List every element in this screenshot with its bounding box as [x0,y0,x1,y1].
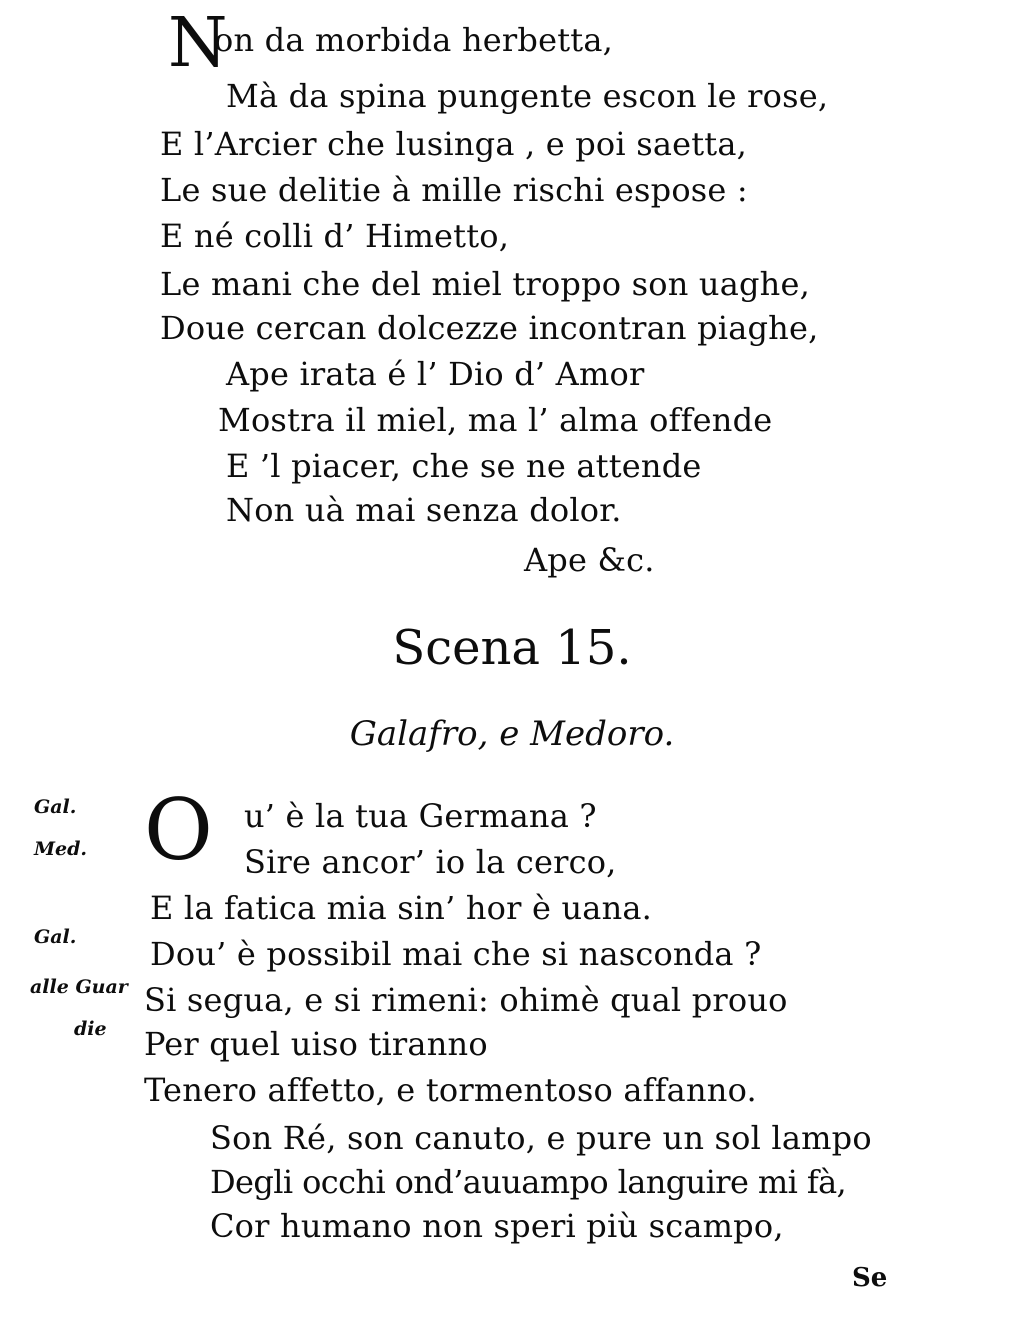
verse-line-3: E l’Arcier che lusinga , e poi saetta, [160,125,748,163]
stage-direction: die [74,1018,107,1040]
verse-line-9: Mostra il miel, ma l’ alma offende [218,401,773,439]
dialogue-line-1: u’ è la tua Germana ? [244,797,597,835]
speaker-label: Gal. [34,796,77,818]
speaker-label: Med. [34,838,88,860]
dialogue-line-4: Dou’ è possibil mai che si nasconda ? [150,935,762,973]
dialogue-line-8: Son Ré, son canuto, e pure un sol lampo [210,1119,872,1157]
verse-line-7: Doue cercan dolcezze incontran piaghe, [160,309,819,347]
dialogue-line-2: Sire ancor’ io la cerco, [244,843,617,881]
verse-line-6: Le mani che del miel troppo son uaghe, [160,265,810,303]
dialogue-line-6: Per quel uiso tiranno [144,1025,488,1063]
drop-cap-o: O [144,781,213,879]
drop-cap-n: N [168,4,228,83]
verse-line-1: on da morbida herbetta, [214,21,613,59]
dialogue-line-9: Degli occhi ond’auuampo languire mi fà, [210,1163,847,1201]
speaker-label: Gal. [34,926,77,948]
dialogue-line-5: Si segua, e si rimeni: ohimè qual prouo [144,981,788,1019]
scene-characters: Galafro, e Medoro. [349,714,675,754]
dialogue-line-7: Tenero affetto, e tormentoso affanno. [144,1071,757,1109]
verse-line-8: Ape irata é l’ Dio d’ Amor [226,355,645,393]
verse-line-2: Mà da spina pungente escon le rose, [226,77,829,115]
scene-heading: Scena 15. [392,620,632,676]
verse-line-4: Le sue delitie à mille rischi espose : [160,171,748,209]
verse-refrain-cue: Ape &c. [524,541,655,579]
dialogue-line-10: Cor humano non speri più scampo, [210,1207,784,1245]
verse-line-10: E ’l piacer, che se ne attende [226,447,702,485]
catchword: Se [852,1263,888,1293]
verse-line-5: E né colli d’ Himetto, [160,217,510,255]
verse-line-11: Non uà mai senza dolor. [226,491,622,529]
stage-direction: alle Guar [30,976,128,998]
dialogue-line-3: E la fatica mia sin’ hor è uana. [150,889,653,927]
